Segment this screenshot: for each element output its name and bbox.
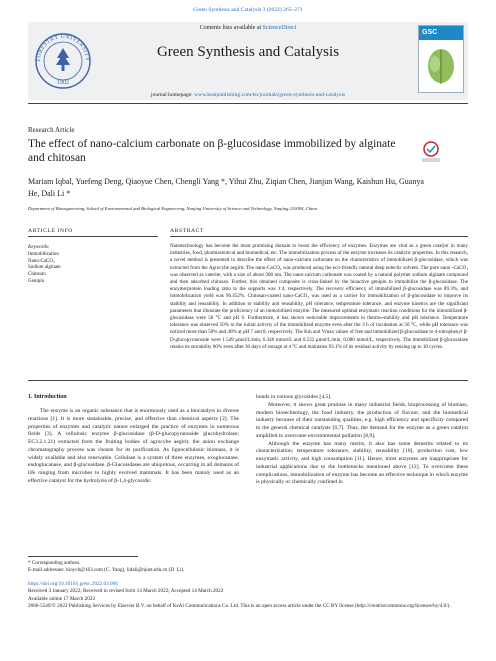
cover-label: GSC: [422, 29, 438, 36]
abstract-rule: [170, 236, 468, 237]
body-paragraph: Moreover, it shows great promise in many industrial fields, bioprocessing of biomass, modern biotechnology, the food industry, the production of flavour, and the biomedical industry because of their outstanding qualities, e.g. high efficiency and specificity compared to the general chemical catalysts [6,7]. Thus, the demand for the enzyme as a green catalyst amplified to overcome environmental pollution [8,9].: [256, 401, 468, 439]
footnote-rule: [28, 556, 138, 557]
section-heading-introduction: 1. Introduction: [28, 394, 67, 400]
check-for-updates-icon[interactable]: [420, 140, 442, 164]
university-seal-logo: [34, 25, 92, 97]
keywords-block: [28, 245, 148, 286]
doi-link[interactable]: https://doi.org/10.1016/j.gresc.2022.03.006: [28, 581, 118, 587]
journal-header: [28, 22, 468, 100]
header-rule: [28, 103, 468, 104]
available-online: Available online 17 March 2022: [28, 595, 96, 602]
article-title: The effect of nano-calcium carbonate on β-glucosidase immobilized by alginate and chitosan: [28, 138, 396, 164]
keyword-item: Chitosan: [28, 272, 46, 278]
keyword-item: Immobilization: [28, 251, 59, 257]
abstract-bottom-rule: [28, 380, 468, 381]
logo-text: FORESTRY UNIVERSITY: [35, 33, 91, 62]
received-dates: Received 3 January 2022; Received in revised form 14 March 2022; Accepted 14 March 2022: [28, 588, 224, 595]
corresponding-authors-note: * Corresponding authors.: [28, 560, 81, 566]
contents-line: [28, 25, 468, 31]
journal-cover-thumbnail[interactable]: [418, 25, 464, 93]
body-column-right: [256, 394, 468, 487]
keyword-item: Sodium alginate: [28, 265, 61, 271]
email-addresses: E-mail addresses: bioych@163.com (C. Yang), lidali@njust.edu.cn (D. Li).: [28, 567, 185, 573]
author-list: Mariam Iqbal, Yuefeng Deng, Qiaoyue Chen, Chengli Yang *, Yihui Zhu, Ziqian Chen, Jianjun Wang, Kaishun Hu, Guanya He, Dali Li *: [28, 177, 424, 198]
keyword-item: Nano-CaCO₃: [28, 258, 55, 264]
keyword-item: Genipin: [28, 278, 45, 284]
body-paragraph: Although the enzyme has many merits, it also has some demerits related to its characterization; temperature tolerance, stability, reusability [10], production cost, low enzymatic activity, and high consumption [11]. Hence, most enzymes are inappropriate for industrial applications due to the bottlenecks mentioned above [12]. To overcome these complications, immobilization of enzyme has become an effective technique in which enzyme is physically or chemically confined in: [256, 440, 468, 486]
article-footer: [28, 581, 468, 611]
info-rule: [28, 236, 158, 237]
homepage-link[interactable]: www.keaipublishing.com/en/journals/green-synthesis-and-catalysis: [194, 92, 346, 98]
article-info-heading: ARTICLE INFO: [28, 228, 73, 234]
journal-title: Green Synthesis and Catalysis: [156, 44, 340, 60]
keywords-label: Keywords:: [28, 245, 50, 250]
homepage-prefix: journal homepage:: [150, 92, 193, 98]
journal-reference[interactable]: Green Synthesis and Catalysis 3 (2022) 265–271: [193, 7, 303, 13]
body-paragraph: bonds in various glycosides [4,5].: [256, 394, 332, 400]
article-type: Research Article: [28, 126, 75, 134]
footnote: [28, 560, 468, 574]
body-column-left: [28, 408, 239, 486]
cover-leaf-icon: [423, 46, 459, 86]
affiliation: Department of Bioengineering, School of Environmental and Biological Engineering, Nanjing University of Science and Technology, Nanjing 210094, China: [28, 206, 317, 211]
logo-year: 1902: [57, 80, 69, 86]
contents-prefix: Contents lists available at: [199, 25, 262, 31]
body-paragraph: The enzyme is an organic substance that is enormously used as a biocatalyst in diverse reactions [1]. It is more sustainable, precise, and effective than chemical aspects [2]. The properties of enzymes and catalytic nature enlarged the practice of enzymes in numerous fields [3]. A cellulosic enzyme β-glucosidase (β-D-glucopyranoside glucohydrolase; EC3.2.1.21) extracted from the fruiting bodies of agrocybe aegirit, the anion exchange chromatography process was chosen for its purification. As lignocellulosic biomass, it is widely available and also renewable. Cellulase is a system of three enzymes, exoglucanase, endoglucanase, and β-glucosidase. β-Glucosidases are ubiquitous, occurring in all domains of life ranging from microbes to highly evolved mammals. It has been mainly used as an effective catalyst for the hydrolysis of β-1,4-glycosidic: [28, 408, 239, 484]
abstract-text: Nanotechnology has become the most promising domain to boost the efficiency of enzymes. Enzymes are vital as a green catalyst in many industries, food, pharmaceutical and biomedical, etc. The immobilization process of the enzyme increases its catalytic properties. In this research, a novel method is presented to describe the effect of nano-calcium carbonate on the characteristics of immobilized β-glucosidase, which was extracted from the Agrocybe aegirit. The nano-CaCO₃ was produced using the eco-friendly natural deep eutectic solvent. The pure nano -CaCO₃ was observed as vaterite, with a size of about 300 nm. The nano-calcium carbonate was coated by a natural polymer sodium alginate compound and then adsorbed chitosan. Further, this obtained composite is cross-linked by the bioactive genipin to immobilize the β-glucosidase. The enzyme/protein loading ratio to the supports was 1:4, respectively. The recovery efficiency of immobilized β-glucosidase was 89.3%, and immobilization yield was 96.452%. Chitosan-coated nano-CaCO₃ was used as a carrier for immobilization of β-glucosidase to improve its stability and reusability. In addition to stability and reusability, pH tolerance, temperature tolerance, and enzyme kinetics are the significant parameters that illustrate the proficiency of an immobilized enzyme. The measured optimal enzymatic reaction conditions for the immobilized β-glucosidase were 50 °C and pH 6. Furthermore, it has shown noticeable improvements in thermo-stability and pH tolerance. Temperature tolerance was observed 50% to the initial activity of the immobilized enzyme even after the 3 h of incubation at 50 °C, while pH tolerance was noticed more than 50% and 40% at pH 7 and 8, respectively. The Km and Vmax values of free and immobilized β-glucosidase to 4-nitrophenyl β-D-glucopyranoside were 1.549 μmol/L/min, 0.346 mmol/L and 0.532 μmol/L/min, 0.080 mmol/L, respectively. The immobilized β-glucosidase retains its storability 80% even after 30 days of storage at 4 °C and maintains 93.1% of its residual activity by reusing up to 10 cycles.: [170, 243, 468, 350]
journal-homepage-line: [0, 92, 496, 98]
sciencedirect-link[interactable]: ScienceDirect: [262, 25, 297, 31]
abstract-heading: ABSTRACT: [170, 228, 205, 234]
license-statement: 2666-5549/© 2022 Publishing Services by Elsevier B.V. on behalf of KeAi Communications Co. Ltd. This is an open access article under the CC BY license (http://creativecommons.org/licenses/by/4.0/).: [28, 603, 451, 610]
